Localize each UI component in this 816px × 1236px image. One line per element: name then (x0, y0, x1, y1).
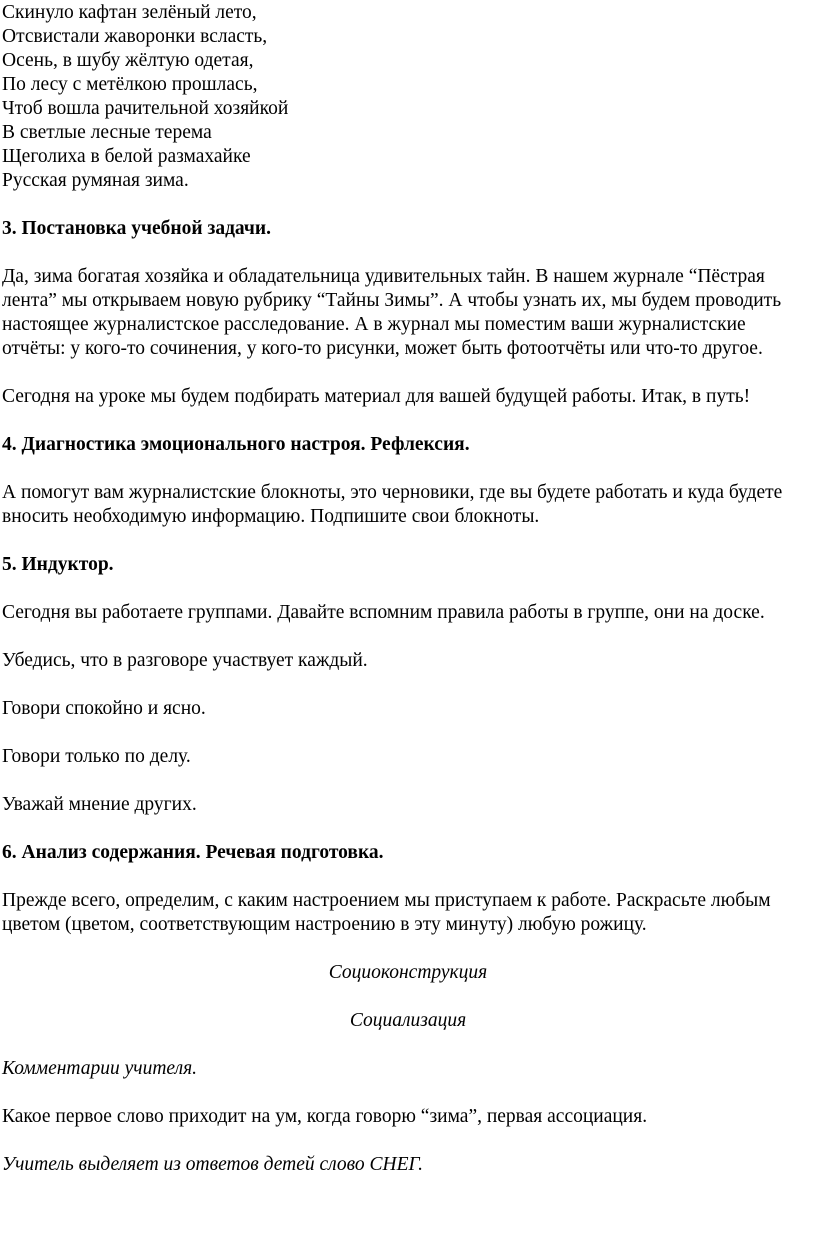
poem-line: Чтоб вошла рачительной хозяйкой (2, 98, 289, 119)
poem-line: Щеголиха в белой размахайке (2, 146, 251, 167)
poem-line: В светлые лесные терема (2, 122, 212, 143)
poem-line: По лесу с метёлкою прошлась, (2, 74, 258, 95)
section-6-heading: 6. Анализ содержания. Речевая подготовка. (2, 842, 384, 863)
teacher-comments-label: Комментарии учителя. (2, 1058, 198, 1079)
centered-italic-label: Социоконструкция (328, 962, 488, 983)
section-3-heading: 3. Постановка учебной задачи. (2, 218, 272, 239)
group-rule: Уважай мнение других. (2, 794, 197, 815)
section-6-italic-note: Учитель выделяет из ответов детей слово СНЕГ. (2, 1154, 423, 1175)
poem (2, 0, 814, 193)
section-5-heading: 5. Индуктор. (2, 554, 114, 575)
poem-line: Скинуло кафтан зелёный лето, (2, 2, 257, 23)
group-rule: Говори только по делу. (2, 746, 191, 767)
section-6-paragraph-1: Прежде всего, определим, с каким настроением мы приступаем к работе. Раскрасьте любым цветом (цветом, соответствующим настроению в эту минуту) любую рожицу. (2, 890, 771, 935)
section-6-paragraph-2: Какое первое слово приходит на ум, когда говорю “зима”, первая ассоциация. (2, 1106, 648, 1127)
poem-line: Русская румяная зима. (2, 170, 189, 191)
poem-line: Отсвистали жаворонки всласть, (2, 26, 268, 47)
section-4-heading: 4. Диагностика эмоционального настроя. Рефлексия. (2, 434, 470, 455)
group-rule: Говори спокойно и ясно. (2, 698, 206, 719)
section-3-paragraph-2: Сегодня на уроке мы будем подбирать материал для вашей будущей работы. Итак, в путь! (2, 386, 751, 407)
group-rule: Убедись, что в разговоре участвует каждый. (2, 650, 368, 671)
section-4-paragraph-1: А помогут вам журналистские блокноты, это черновики, где вы будете работать и куда будете вносить необходимую информацию. Подпишите свои блокноты. (2, 482, 783, 527)
section-5-paragraph-1: Сегодня вы работаете группами. Давайте вспомним правила работы в группе, они на доске. (2, 602, 765, 623)
section-3-paragraph-1: Да, зима богатая хозяйка и обладательница удивительных тайн. В нашем журнале “Пёстрая лента” мы открываем новую рубрику “Тайны Зимы”. А чтобы узнать их, мы будем проводить настоящее журналистское расследование. А в журнал мы поместим ваши журналистские отчёты: у кого-то сочинения, у кого-то рисунки, может быть фотоотчёты или что-то другое. (2, 266, 782, 359)
centered-italic-label: Социализация (349, 1010, 467, 1031)
poem-line: Осень, в шубу жёлтую одетая, (2, 50, 254, 71)
